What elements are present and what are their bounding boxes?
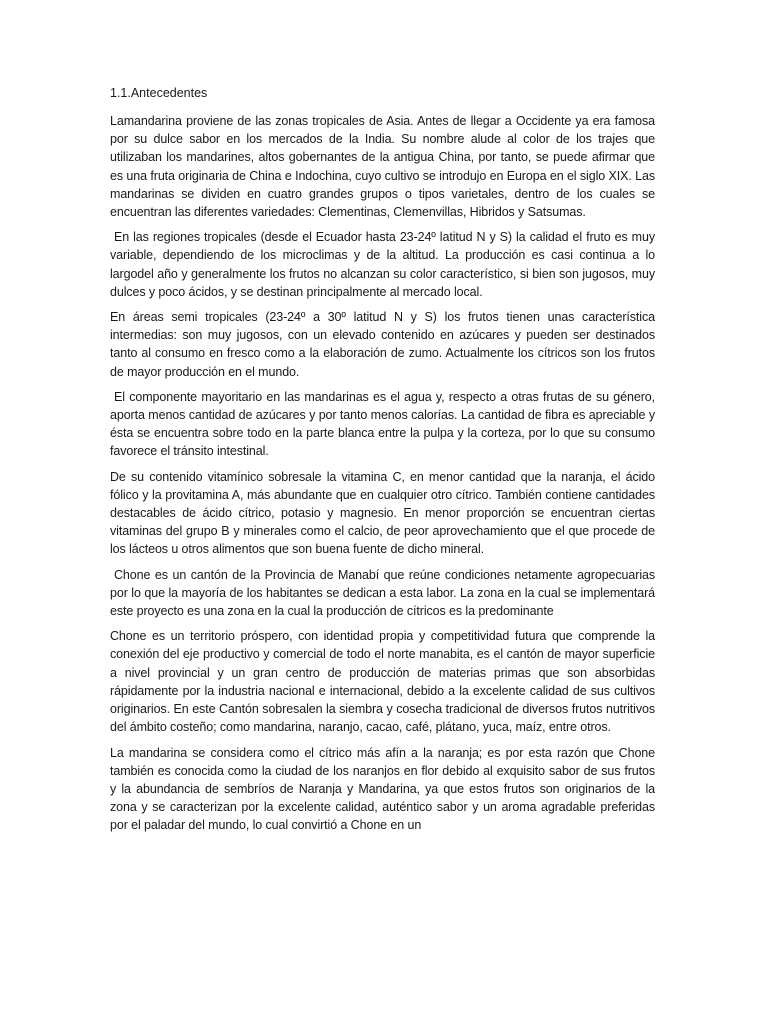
paragraph-chone-canton: Chone es un cantón de la Provincia de Manabí que reúne condiciones netamente agropecuarias por lo que la mayoría de los habitantes se dedican a esta labor. La zona en la cual se implementará este proyecto es una zona en la cual la producción de cítricos es la predominante — [110, 567, 655, 619]
paragraph-chone-territory: Chone es un territorio próspero, con identidad propia y competitividad futura que comprende la conexión del eje productivo y comercial de todo el norte manabita, es el cantón de mayor superficie a nivel provincial y un gran centro de producción de materias primas que son absorbidas rápidamente por la industria nacional e internacional, debido a la excelente calidad de sus cultivos originarios. En este Cantón sobresalen la siembra y cosecha tradicional de diversos frutos nutritivos del ámbito costeño; como mandarina, naranjo, cacao, café, plátano, yuca, maíz, entre otros. — [110, 629, 655, 735]
document-page — [110, 84, 655, 859]
section-heading: 1.1.Antecedentes — [110, 86, 208, 100]
paragraph-mandarin-orange: La mandarina se considera como el cítrico más afín a la naranja; es por esta razón que Chone también es conocida como la ciudad de los naranjos en flor debido al exquisito sabor de sus frutos y la abundancia de sembríos de Naranja y Mandarina, ya que estos frutos son originarios de la zona y se caracterizan por la excelente calidad, auténtico sabor y un aroma agradable preferidas por el paladar del mundo, lo cual convirtió a Chone en un — [110, 745, 655, 833]
paragraph-composition: El componente mayoritario en las mandarinas es el agua y, respecto a otras frutas de su género, aporta menos cantidad de azúcares y por tanto menos calorías. La cantidad de fibra es apreciable y ésta se encuentra sobre todo en la parte blanca entre la pulpa y la corteza, por lo que su consumo favorece el tránsito intestinal. — [110, 389, 655, 459]
paragraph-semi-tropical: En áreas semi tropicales (23-24º a 30º latitud N y S) los frutos tienen unas característica intermedias: son muy jugosos, con un elevado contenido en azúcares y pueden ser destinados tanto al consumo en fresco como a la elaboración de zumo. Actualmente los cítricos son los frutos de mayor producción en el mundo. — [110, 310, 655, 379]
paragraph-tropical-regions: En las regiones tropicales (desde el Ecuador hasta 23-24º latitud N y S) la calidad el fruto es muy variable, dependiendo de los microclimas y de la altitud. La producción es casi continua a lo largodel año y generalmente los frutos no alcanzan su color característico, si bien son jugosos, muy dulces y poco ácidos, y se destinan principalmente al mercado local. — [110, 230, 655, 299]
paragraph-vitamins: De su contenido vitamínico sobresale la vitamina C, en menor cantidad que la naranja, el ácido fólico y la provitamina A, más abundante que en cualquier otro cítrico. También contiene cantidades destacables de ácido cítrico, potasio y magnesio. En menor proporción se encuentran ciertas vitaminas del grupo B y minerales como el calcio, de peor aprovechamiento que el que procede de los lácteos u otros alimentos que son buena fuente de dicho mineral. — [110, 469, 655, 557]
paragraph-origin: Lamandarina proviene de las zonas tropicales de Asia. Antes de llegar a Occidente ya era famosa por su dulce sabor en los mercados de la India. Su nombre alude al color de los trajes que utilizaban los mandarines, altos gobernantes de la antigua China, por tanto, se puede afirmar que es una fruta originaria de China e Indochina, cuyo cultivo se introdujo en Europa en el siglo XIX. Las mandarinas se dividen en cuatro grandes grupos o tipos varietales, dentro de los cuales se encuentran las diferentes variedades: Clementinas, Clemenvillas, Hibridos y Satsumas. — [110, 114, 655, 220]
